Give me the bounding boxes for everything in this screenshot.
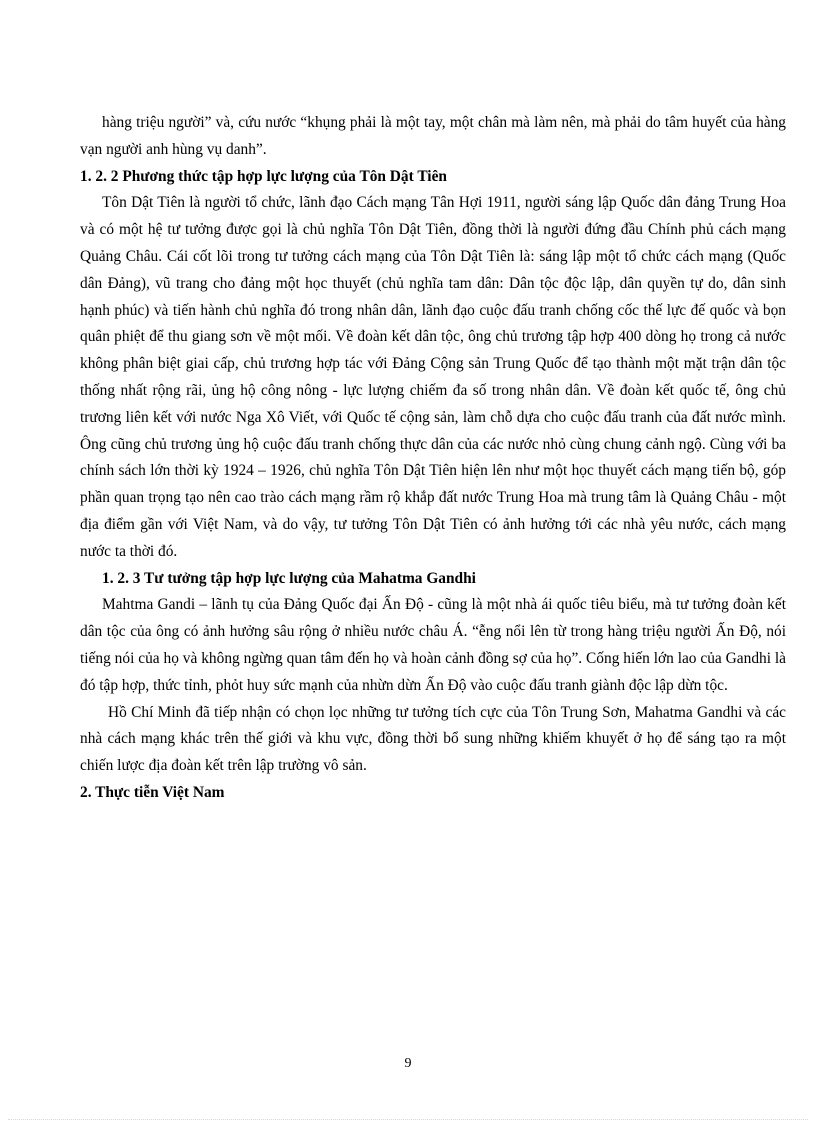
paragraph-ho-chi-minh: Hồ Chí Minh đã tiếp nhận có chọn lọc những tư tưởng tích cực của Tôn Trung Sơn, Mahatma Gandhi và các nhà cách mạng khác trên thế giới và khu vực, đồng thời bổ sung những khiếm khuyết ở họ để sáng tạo ra một chiến lược địa đoàn kết trên lập trường vô sản. — [80, 703, 786, 775]
paragraph-ton-dat-tien: Tôn Dật Tiên là người tổ chức, lãnh đạo Cách mạng Tân Hợi 1911, người sáng lập Quốc dân đảng Trung Hoa và có một hệ tư tưởng được gọi là chủ nghĩa Tôn Dật Tiên, đồng thời là người đứng đầu Chính phủ cách mạng Quảng Châu. Cái cốt lõi trong tư tưởng cách mạng của Tôn Dật Tiên là: sáng lập một tổ chức cách mạng (Quốc dân Đảng), vũ trang cho đảng một học thuyết (chủ nghĩa tam dân: Dân tộc độc lập, dân quyền tự do, dân sinh hạnh phúc) và tiến hành chủ nghĩa đó trong nhân dân, lãnh đạo cuộc đấu tranh chống cốc thế lực đế quốc và bọn quân phiệt để thu giang sơn về một mối. Về đoàn kết dân tộc, ông chủ trương tập hợp 400 dòng họ trong cả nước không phân biệt giai cấp, chủ trương hợp tác với Đảng Cộng sản Trung Quốc để tạo thành một mặt trận dân tộc thống nhất rộng rãi, ủng hộ công nông - lực lượng chiếm đa số trong nhân dân. Về đoàn kết quốc tế, ông chủ trương liên kết với nước Nga Xô Viết, với Quốc tế cộng sản, làm chỗ dựa cho cuộc đấu tranh của đất nước mình. Ông cũng chủ trương ủng hộ cuộc đấu tranh chống thực dân của các nước nhỏ cùng chung cảnh ngộ. Cùng với ba chính sách lớn thời kỳ 1924 – 1926, chủ nghĩa Tôn Dật Tiên hiện lên như một học thuyết cách mạng tiến bộ, góp phần quan trọng tạo nên cao trào cách mạng rầm rộ khắp đất nước Trung Hoa mà trung tâm là Quảng Châu - một địa điểm gần với Việt Nam, và do vậy, tư tưởng Tôn Dật Tiên có ảnh hưởng tới các nhà yêu nước, cách mạng nước ta thời đó. — [80, 194, 786, 560]
document-body — [80, 110, 786, 807]
page-bottom-divider — [8, 1119, 808, 1120]
heading-section-2: 2. Thực tiễn Việt Nam — [80, 783, 225, 801]
paragraph-gandhi-quote-end: hàng triệu người” và, cứu nước “khụng phải là một tay, một chân mà làm nên, mà phải do tâm huyết của hàng vạn người anh hùng vụ danh”. — [80, 114, 786, 158]
page-number: 9 — [404, 1056, 412, 1071]
paragraph-mahatma-gandhi: Mahtma Gandi – lãnh tụ của Đảng Quốc đại Ấn Độ - cũng là một nhà ái quốc tiêu biểu, mà tư tưởng đoàn kết dân tộc của ông có ảnh hưởng sâu rộng ở nhiều nước châu Á. “ễng nổi lên từ trong hàng triệu người Ấn Độ, nói tiếng nói của họ và không ngừng quan tâm đến họ và hoàn cảnh đồng sợ của họ”. Cống hiến lớn lao của Gandhi là đó tập hợp, thức tỉnh, phỏt huy sức mạnh của nhừn dừn Ấn Độ vào cuộc đấu tranh giành độc lập dừn tộc. — [80, 596, 786, 694]
heading-section-1-2-3: 1. 2. 3 Tư tưởng tập hợp lực lượng của Mahatma Gandhi — [102, 569, 476, 587]
heading-section-1-2-2: 1. 2. 2 Phương thức tập hợp lực lượng của Tôn Dật Tiên — [80, 167, 447, 185]
